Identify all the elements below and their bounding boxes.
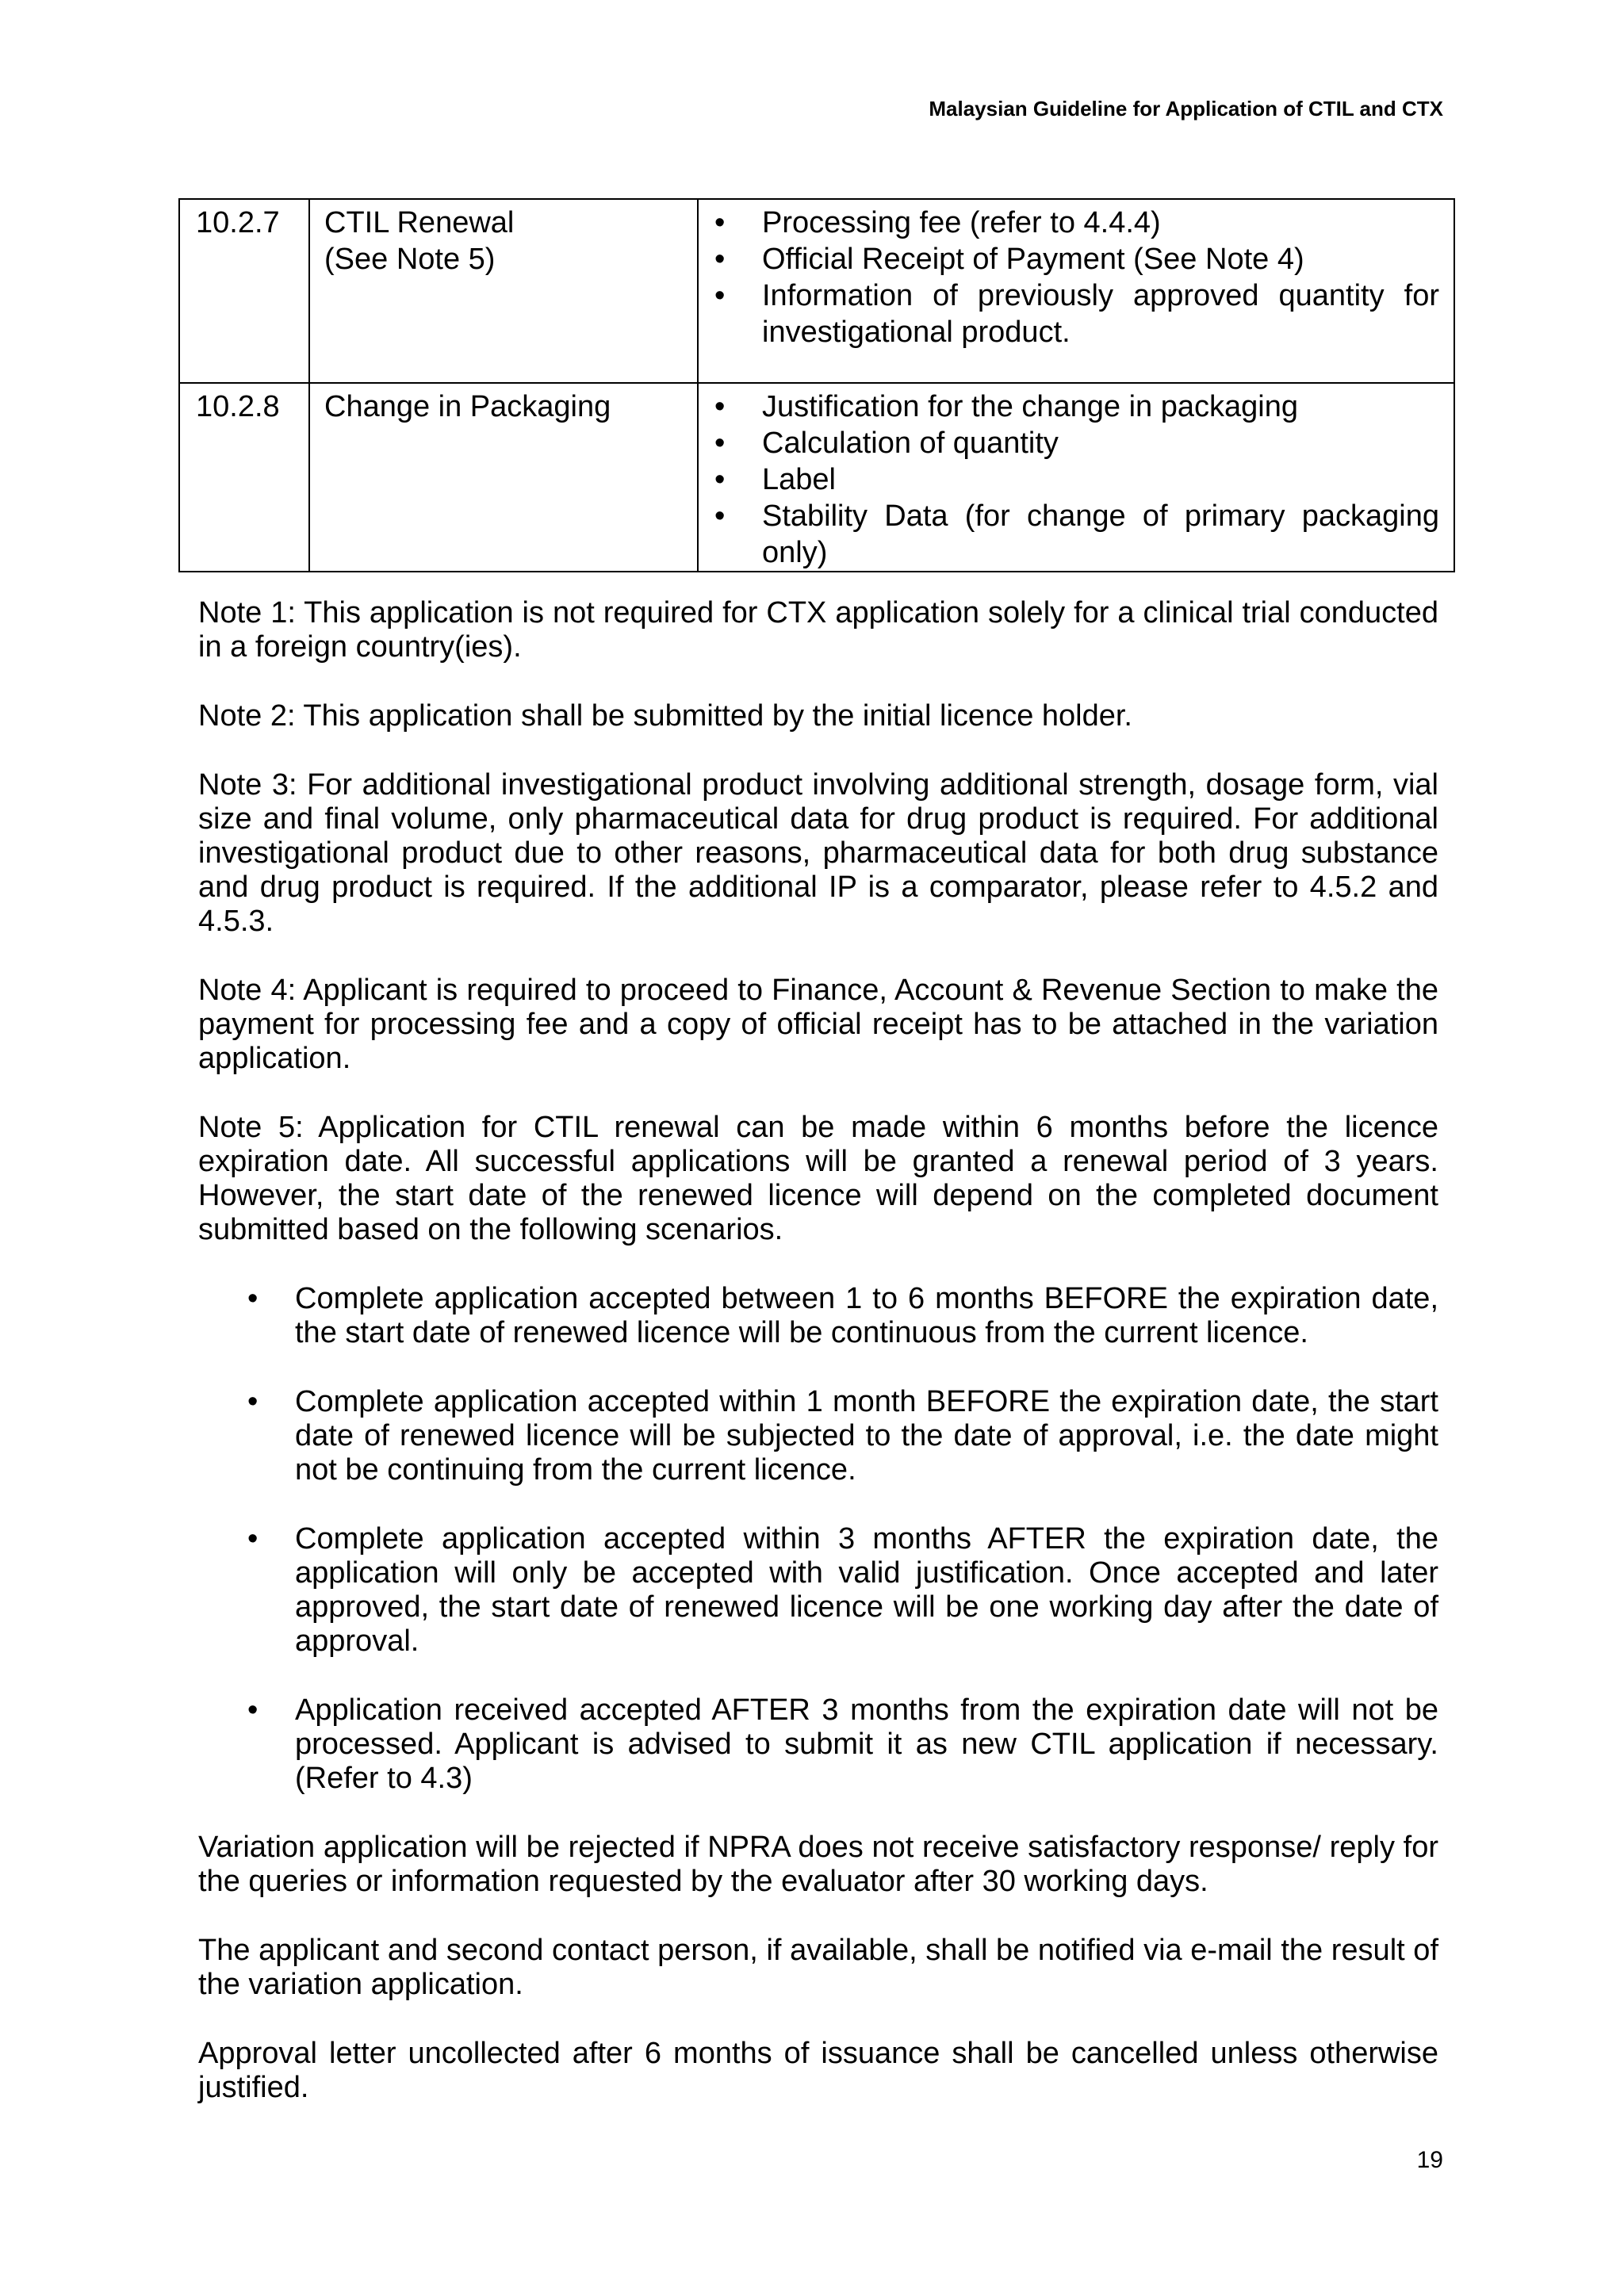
- variation-type-line: CTIL Renewal: [324, 206, 515, 239]
- note-2: Note 2: This application shall be submitted by the initial licence holder.: [198, 699, 1132, 733]
- list-item-text: Stability Data (for change of primary packaging only): [762, 499, 1439, 569]
- bullet-icon: •: [714, 427, 726, 460]
- list-item-text: Official Receipt of Payment (See Note 4): [762, 243, 1304, 276]
- section-number: 10.2.8: [179, 383, 309, 572]
- scenario-text: Complete application accepted within 3 months AFTER the expiration date, the application will only be accepted with valid justification. Once accepted and later approved, the start date of renewed licence will be one working day after the date of approval.: [295, 1522, 1438, 1658]
- approval-letter-paragraph: Approval letter uncollected after 6 months of issuance shall be cancelled unless otherwise justified.: [198, 2037, 1438, 2104]
- bullet-icon: •: [247, 1522, 259, 1556]
- bullet-icon: •: [714, 499, 726, 533]
- table-row: [179, 199, 1454, 383]
- note-1: Note 1: This application is not required for CTX application solely for a clinical trial conducted in a foreign country(ies).: [198, 596, 1438, 664]
- note-5: Note 5: Application for CTIL renewal can be made within 6 months before the licence expiration date. All successful applications will be granted a renewal period of 3 years. However, the start date of the renewed licence will depend on the completed document submitted based on the following scenarios.: [198, 1111, 1438, 1246]
- list-item: [699, 498, 1439, 571]
- bullet-icon: •: [714, 463, 726, 496]
- list-item: [198, 1693, 1438, 1796]
- scenario-text: Complete application accepted between 1 to 6 months BEFORE the expiration date, the start date of renewed licence will be continuous from the current licence.: [295, 1282, 1438, 1349]
- bullet-icon: •: [247, 1385, 259, 1418]
- bullet-icon: •: [247, 1282, 259, 1315]
- list-item: [198, 1385, 1438, 1487]
- bullet-icon: •: [714, 206, 726, 239]
- bullet-icon: •: [714, 279, 726, 312]
- list-item-text: Information of previously approved quantity for investigational product.: [762, 279, 1439, 349]
- list-item-text: Label: [762, 463, 836, 496]
- bullet-icon: •: [714, 243, 726, 276]
- list-item-text: Processing fee (refer to 4.4.4): [762, 206, 1161, 239]
- variation-type-line: Change in Packaging: [324, 390, 611, 423]
- list-item-text: Calculation of quantity: [762, 427, 1059, 460]
- list-item: [699, 388, 1439, 425]
- variation-type: [309, 383, 698, 572]
- renewal-scenarios-list: [198, 1282, 1438, 1796]
- scenario-text: Complete application accepted within 1 month BEFORE the expiration date, the start date of renewed licence will be subjected to the date of approval, i.e. the date might not be continuing from the current licence.: [295, 1385, 1438, 1487]
- list-item: [198, 1522, 1438, 1659]
- running-header: Malaysian Guideline for Application of CTIL and CTX: [929, 97, 1443, 121]
- scenario-text: Application received accepted AFTER 3 months from the expiration date will not be processed. Applicant is advised to submit it as new CTIL application if necessary. (Refer to 4.3): [295, 1693, 1438, 1795]
- notification-paragraph: The applicant and second contact person, if available, shall be notified via e-mail the result of the variation application.: [198, 1934, 1438, 2001]
- required-documents: [698, 383, 1454, 572]
- bullet-icon: •: [247, 1693, 259, 1727]
- document-body: [198, 596, 1438, 2140]
- bullet-icon: •: [714, 390, 726, 423]
- variation-type: [309, 199, 698, 383]
- section-number: 10.2.7: [179, 199, 309, 383]
- requirements-table: [178, 198, 1455, 572]
- list-item: [699, 205, 1439, 241]
- list-item: [198, 1282, 1438, 1350]
- rejection-paragraph: Variation application will be rejected if NPRA does not receive satisfactory response/ reply for the queries or information requested by the evaluator after 30 working days.: [198, 1831, 1438, 1898]
- list-item: [699, 425, 1439, 461]
- table-row: [179, 383, 1454, 572]
- note-4: Note 4: Applicant is required to proceed to Finance, Account & Revenue Section to make the payment for processing fee and a copy of official receipt has to be attached in the variation application.: [198, 974, 1438, 1075]
- list-item: [699, 277, 1439, 350]
- page-number: 19: [1416, 2147, 1443, 2173]
- required-documents: [698, 199, 1454, 383]
- list-item: [699, 241, 1439, 277]
- variation-type-line: (See Note 5): [324, 243, 496, 276]
- list-item: [699, 461, 1439, 498]
- note-3: Note 3: For additional investigational product involving additional strength, dosage form, vial size and final volume, only pharmaceutical data for drug product is required. For additional investigational product due to other reasons, pharmaceutical data for both drug substance and drug product is required. If the additional IP is a comparator, please refer to 4.5.2 and 4.5.3.: [198, 768, 1438, 938]
- list-item-text: Justification for the change in packaging: [762, 390, 1298, 423]
